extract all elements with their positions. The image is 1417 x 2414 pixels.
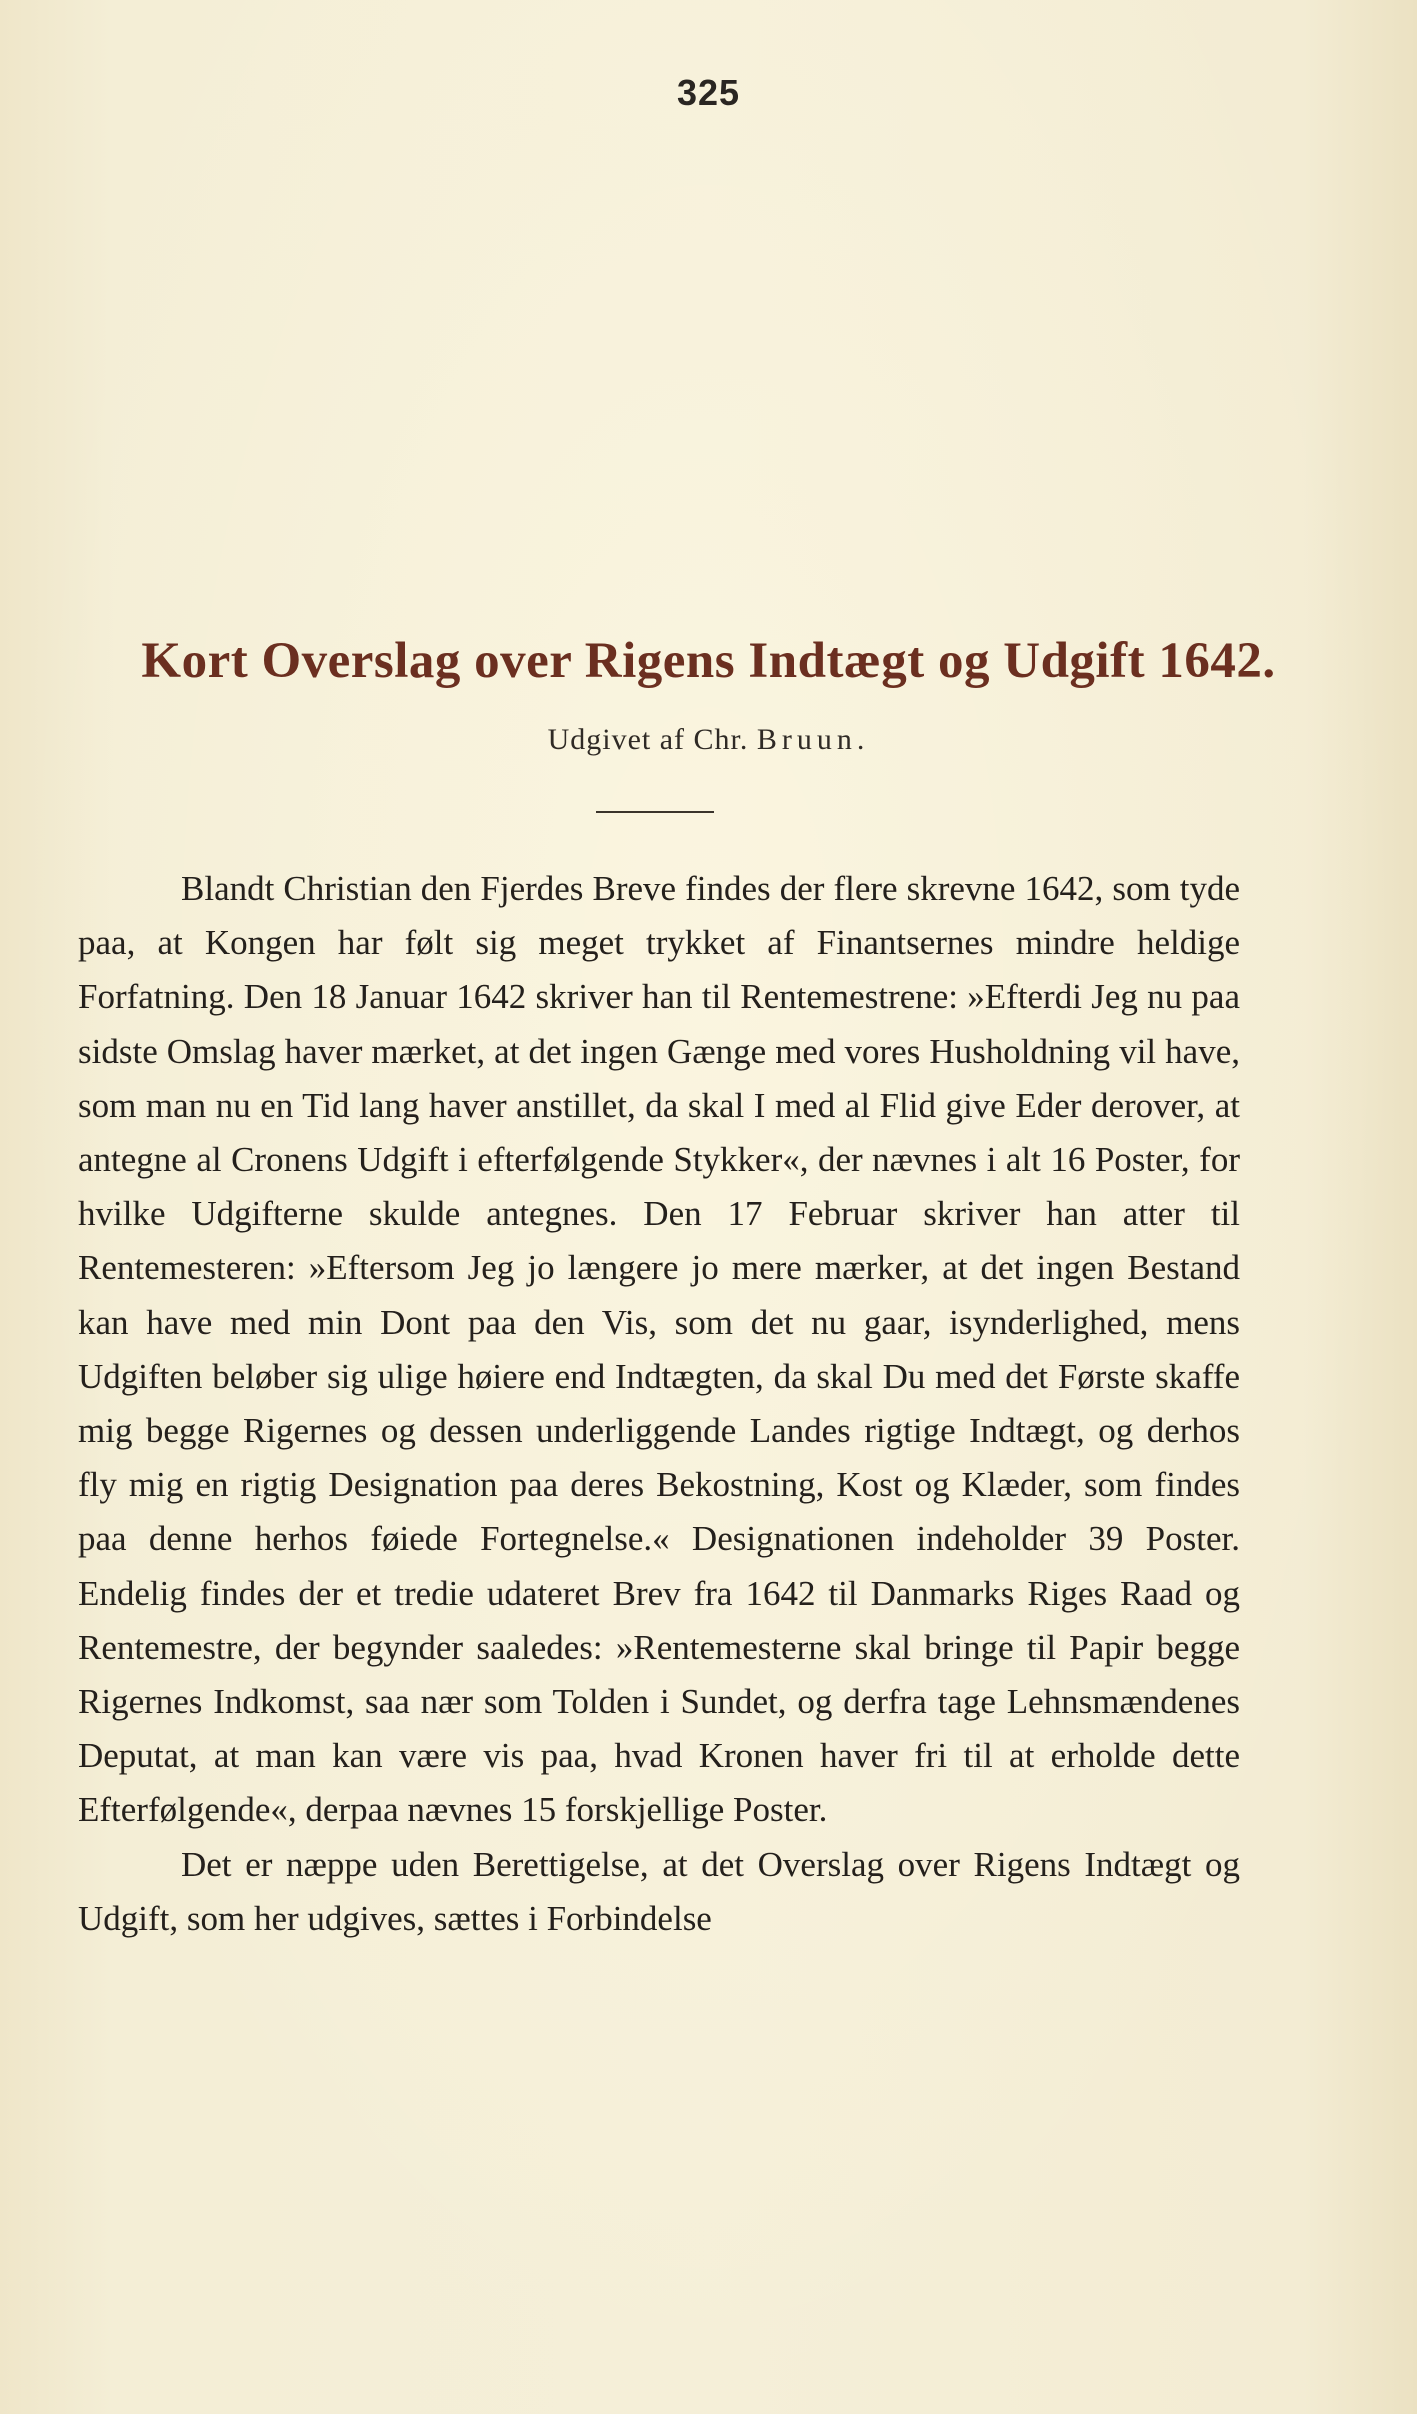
- byline-prefix: Udgivet af: [547, 723, 686, 756]
- title-divider: [596, 811, 714, 813]
- body-text: [78, 862, 1240, 1946]
- chapter-title: Kort Overslag over Rigens Indtægt og Udgift 1642.: [141, 633, 1276, 689]
- byline: [0, 723, 1417, 757]
- paragraph-1: Blandt Christian den Fjerdes Breve findes der flere skrevne 1642, som tyde paa, at Kongen har følt sig meget trykket af Finantsernes mindre heldige Forfatning. Den 18 Januar 1642 skriver han til Rentemestrene: »Efterdi Jeg nu paa sidste Omslag haver mærket, at det ingen Gænge med vores Husholdning vil have, som man nu en Tid lang haver anstillet, da skal I med al Flid give Eder derover, at antegne al Cronens Udgift i efterfølgende Stykker«, der nævnes i alt 16 Poster, for hvilke Udgifterne skulde antegnes. Den 17 Februar skriver han atter til Rentemesteren: »Eftersom Jeg jo længere jo mere mærker, at det ingen Bestand kan have med min Dont paa den Vis, som det nu gaar, isynderlighed, mens Udgiften beløber sig ulige høiere end Indtægten, da skal Du med det Første skaffe mig begge Rigernes og dessen underliggende Landes rigtige Indtægt, og derhos fly mig en rigtig Designation paa deres Bekostning, Kost og Klæder, som findes paa denne herhos føiede Fortegnelse.« Designationen indeholder 39 Poster. Endelig findes der et tredie udateret Brev fra 1642 til Danmarks Riges Raad og Rentemestre, der begynder saaledes: »Rentemesterne skal bringe til Papir begge Rigernes Indkomst, saa nær som Tolden i Sundet, og derfra tage Lehnsmændenes Deputat, at man kan være vis paa, hvad Kronen haver fri til at erholde dette Efterfølgende«, derpaa nævnes 15 forskjellige Poster.: [78, 869, 1240, 1830]
- byline-author-first: Chr.: [693, 723, 749, 756]
- bleed-through-background: [80, 165, 1260, 865]
- paragraph-2: Det er næppe uden Berettigelse, at det Overslag over Rigens Indtægt og Udgift, som her udgives, sættes i Forbindelse: [78, 1844, 1240, 1938]
- page-number: 325: [676, 72, 741, 113]
- byline-author-last: Bruun.: [756, 723, 870, 756]
